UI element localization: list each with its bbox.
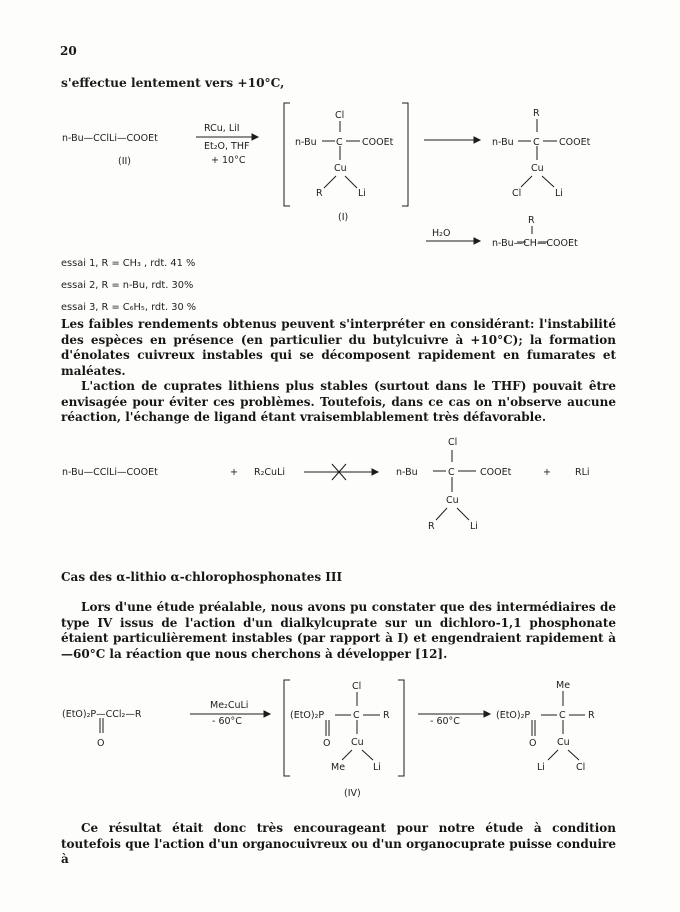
atom-Cl: Cl — [335, 110, 345, 121]
atom-Li: Li — [555, 188, 563, 199]
reagent-me2culi: Me₂CuLi — [210, 700, 249, 711]
scheme2-reactant: n-Bu—CClLi—COOEt — [62, 467, 158, 478]
atom-EtO2P: (EtO)₂P — [290, 710, 325, 721]
plus-sign: + — [230, 467, 238, 478]
atom-Cu: Cu — [557, 737, 570, 748]
atom-Cl: Cl — [352, 681, 362, 692]
atom-nBu: n-Bu — [396, 467, 418, 478]
scheme3-reactant: (EtO)₂P—CCl₂—R — [62, 709, 142, 720]
atom-COOEt: COOEt — [362, 137, 394, 148]
temp-2: - 60°C — [430, 716, 460, 727]
atom-R: R — [528, 215, 535, 226]
label-I: (I) — [338, 212, 349, 223]
final-product: n-Bu—CH—COOEt — [492, 238, 578, 249]
atom-R: R — [428, 521, 435, 532]
atom-COOEt: COOEt — [559, 137, 591, 148]
reagent-water: H₂O — [432, 228, 451, 239]
paragraph-4: Ce résultat était donc très encourageant pour notre étude à condition toutefois que l'action d'un organocuivreux ou d'un organocuprate puisse conduire à — [61, 821, 616, 867]
atom-Me: Me — [556, 680, 571, 691]
reactant-II: n-Bu—CClLi—COOEt — [62, 133, 158, 144]
text-line-intro: s'effectue lentement vers +10°C, — [61, 76, 285, 90]
atom-Cu: Cu — [351, 737, 364, 748]
atom-C: C — [559, 710, 566, 721]
atom-R: R — [316, 188, 323, 199]
atom-Cl: Cl — [448, 437, 458, 448]
atom-nBu: n-Bu — [295, 137, 317, 148]
atom-C: C — [336, 137, 343, 148]
atom-COOEt: COOEt — [480, 467, 512, 478]
atom-R: R — [533, 108, 540, 119]
atom-EtO2P: (EtO)₂P — [496, 710, 531, 721]
temp-1: - 60°C — [212, 716, 242, 727]
reagent-temp: + 10°C — [211, 155, 246, 166]
plus-sign: + — [543, 467, 551, 478]
atom-R: R — [383, 710, 390, 721]
atom-Li: Li — [373, 762, 381, 773]
reagent-solvent: Et₂O, THF — [204, 141, 250, 152]
atom-Li: Li — [358, 188, 366, 199]
atom-Li: Li — [470, 521, 478, 532]
atom-Cu: Cu — [334, 163, 347, 174]
paragraph-1: Les faibles rendements obtenus peuvent s'interpréter en considérant: l'instabilité des espèces en présence (en particulier du butylcuivre à +10°C); la formation d'énolates cuivreux instables qui se décomposent rapidement en fumarates et maléates. — [61, 317, 616, 378]
atom-Cl: Cl — [512, 188, 522, 199]
atom-O: O — [529, 738, 537, 749]
atom-Li: Li — [537, 762, 545, 773]
essai-3: essai 3, R = C₆H₅, rdt. 30 % — [61, 302, 197, 313]
atom-Cu: Cu — [531, 163, 544, 174]
atom-R: R — [588, 710, 595, 721]
essai-1: essai 1, R = CH₃ , rdt. 41 % — [61, 258, 196, 269]
atom-C: C — [353, 710, 360, 721]
scheme2-reagent: R₂CuLi — [254, 467, 285, 478]
section-heading: Cas des α-lithio α-chlorophosphonates III — [61, 570, 343, 584]
label-II: (II) — [118, 156, 132, 167]
atom-nBu: n-Bu — [492, 137, 514, 148]
scheme2-side-product: RLi — [575, 467, 590, 478]
reagent-rcu: RCu, LiI — [204, 123, 240, 134]
atom-Cu: Cu — [446, 495, 459, 506]
atom-Me: Me — [331, 762, 346, 773]
atom-C: C — [533, 137, 540, 148]
essai-2: essai 2, R = n-Bu, rdt. 30% — [61, 280, 194, 291]
page-number: 20 — [60, 44, 77, 58]
atom-Cl: Cl — [576, 762, 586, 773]
atom-O: O — [97, 738, 105, 749]
atom-O: O — [323, 738, 331, 749]
label-IV: (IV) — [344, 788, 361, 799]
paragraph-2: L'action de cuprates lithiens plus stables (surtout dans le THF) pouvait être envisagée pour éviter ces problèmes. Toutefois, dans ce cas on n'observe aucune réaction, l'échange de ligand étant vraisemblablement très défavorable. — [61, 379, 616, 425]
paragraph-3: Lors d'une étude préalable, nous avons pu constater que des intermédiaires de type IV issus de l'action d'un dialkylcuprate sur un dichloro-1,1 phosphonate étaient particulièrement instables (par rapport à I) et engendraient rapidement à —60°C la réaction que nous cherchons à développer [12]. — [61, 600, 616, 661]
atom-C: C — [448, 467, 455, 478]
